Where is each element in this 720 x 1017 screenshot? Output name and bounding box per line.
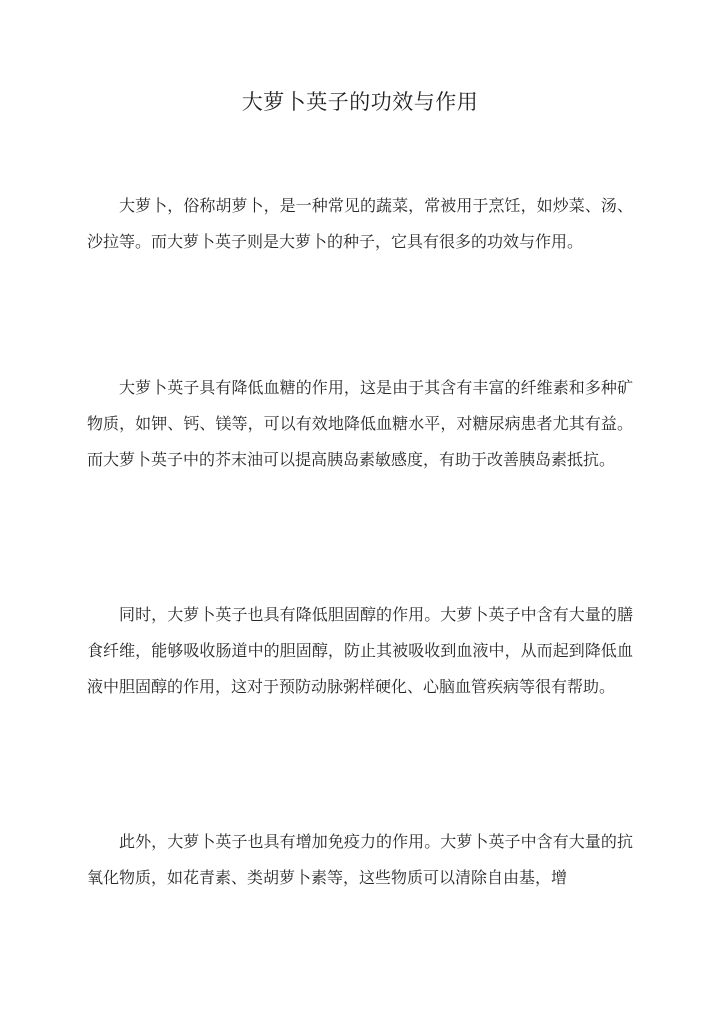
- paragraph-blood-sugar: 大萝卜英子具有降低血糖的作用，这是由于其含有丰富的纤维素和多种矿物质，如钾、钙、镁等，可以有效地降低血糖水平，对糖尿病患者尤其有益。而大萝卜英子中的芥末油可以提高胰岛素敏感度，有助于改善胰岛素抵抗。: [87, 378, 633, 469]
- paragraph-intro: 大萝卜，俗称胡萝卜，是一种常见的蔬菜，常被用于烹饪，如炒菜、汤、沙拉等。而大萝卜英子则是大萝卜的种子，它具有很多的功效与作用。: [87, 196, 633, 251]
- document-title: 大萝卜英子的功效与作用: [241, 90, 479, 114]
- paragraph-immunity: 此外，大萝卜英子也具有增加免疫力的作用。大萝卜英子中含有大量的抗氧化物质，如花青素、类胡萝卜素等，这些物质可以清除自由基，增: [87, 832, 633, 887]
- paragraph-cholesterol: 同时，大萝卜英子也具有降低胆固醇的作用。大萝卜英子中含有大量的膳食纤维，能够吸收肠道中的胆固醇，防止其被吸收到血液中，从而起到降低血液中胆固醇的作用，这对于预防动脉粥样硬化、心脑血管疾病等很有帮助。: [87, 605, 633, 696]
